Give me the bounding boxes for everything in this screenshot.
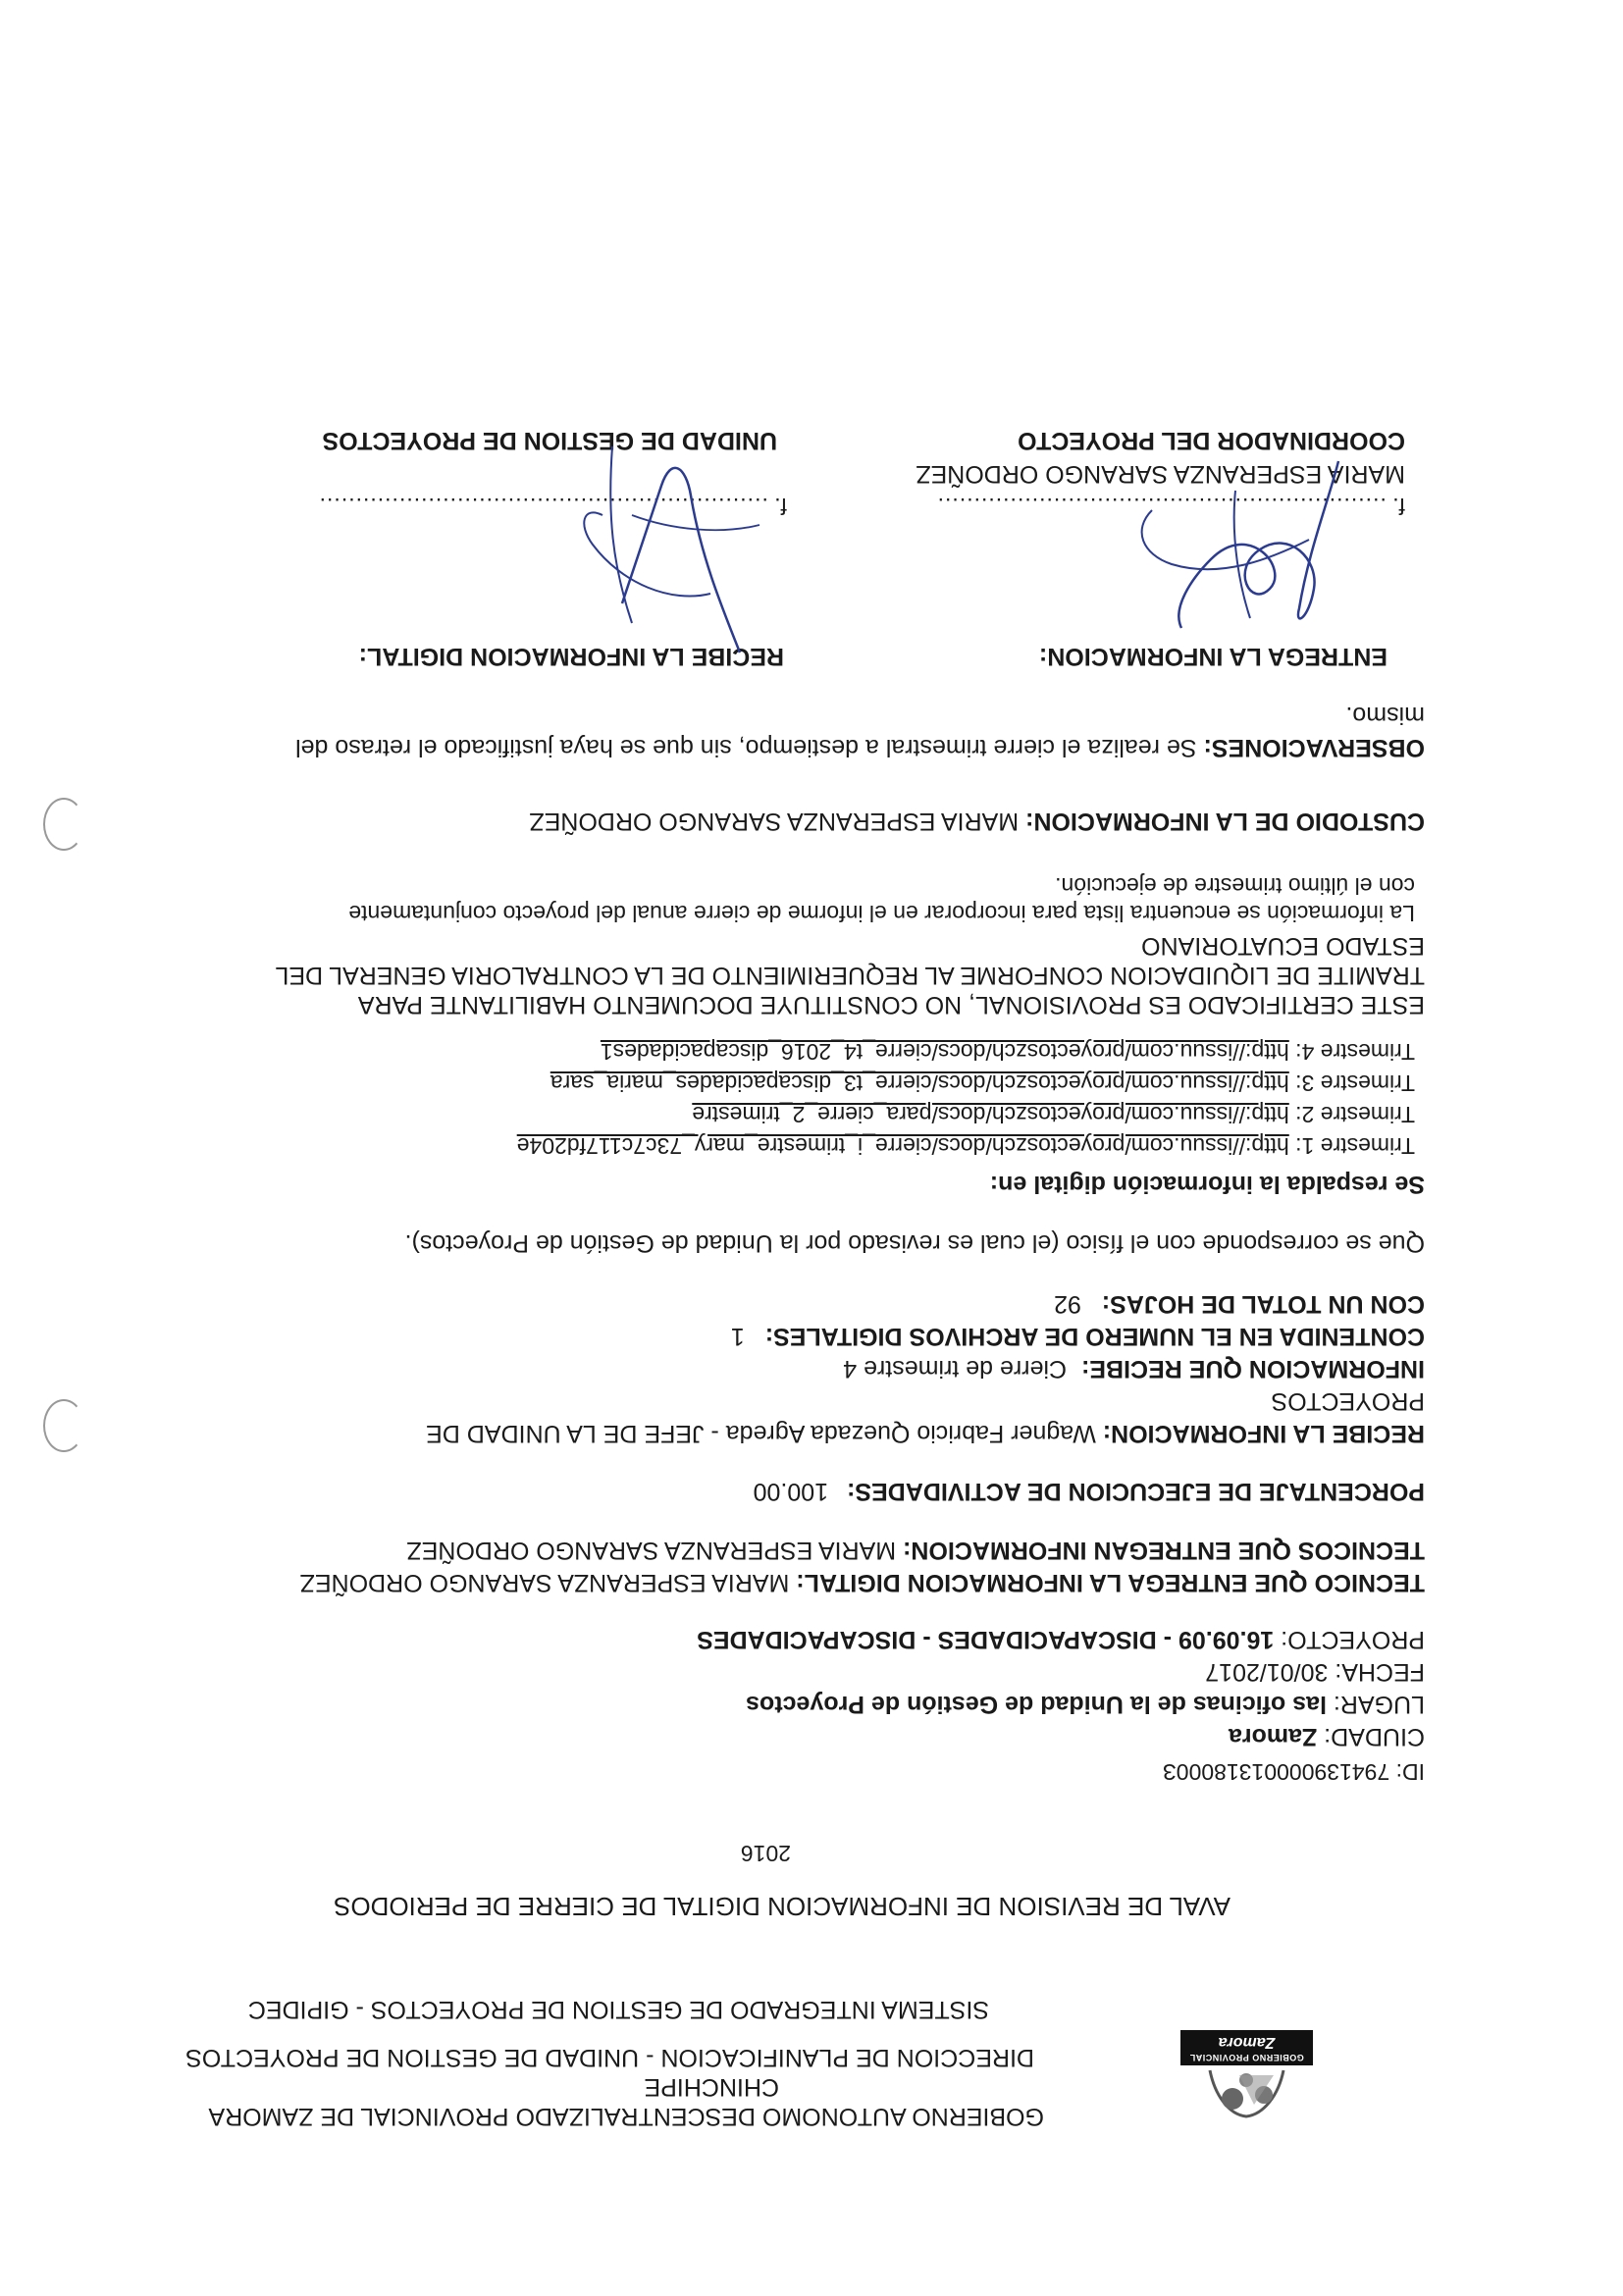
- left-f-label: f.: [1392, 494, 1405, 519]
- id-row: [1163, 1758, 1425, 1786]
- custodio-label: CUSTODIO DE LA INFORMACION:: [1025, 808, 1425, 835]
- contenida-value: 1: [730, 1323, 745, 1350]
- ciudad-label: CIUDAD:: [1324, 1723, 1425, 1750]
- recibe-value-2: PROYECTOS: [1271, 1387, 1425, 1415]
- fecha-row: [1205, 1657, 1425, 1687]
- lugar-label: LUGAR:: [1333, 1691, 1425, 1718]
- entrega-heading: ENTREGA LA INFORMACION:: [1038, 643, 1387, 670]
- logo-band: [1180, 2014, 1313, 2065]
- proyecto-label: PROYECTO:: [1281, 1626, 1425, 1653]
- trimestre-3-row: [550, 1070, 1415, 1097]
- trimestre-3-link[interactable]: http://issuu.com/proyectoszch/docs/cierre_t3_discapacidades_maria_sara: [550, 1070, 1289, 1096]
- proyecto-value: 16.09.09 - DISCAPACIDADES - DISCAPACIDADES: [697, 1626, 1275, 1653]
- institution-name: [63, 2072, 1044, 2131]
- observaciones-line-1: Se realiza el cierre trimestral a destiempo, sin que se haya justificado el retraso del: [295, 734, 1197, 761]
- left-signature-icon: [1113, 451, 1368, 648]
- logo-name: Zamora Chinchipe: [1208, 2014, 1285, 2051]
- ciudad-row: [1229, 1722, 1425, 1751]
- recibe-value-1: Wagner Fabricio Quezada Agreda - JEFE DE LA UNIDAD DE: [426, 1420, 1096, 1447]
- lista-text: [120, 872, 1415, 927]
- porcentaje-value: 100.00: [753, 1478, 829, 1505]
- right-signer-role: UNIDAD DE GESTION DE PROYECTOS: [322, 427, 777, 454]
- punch-hole-bottom: [43, 798, 84, 851]
- custodio-value: MARIA ESPERANZA SARANGO ORDOÑEZ: [529, 808, 1020, 835]
- crest-icon: [1200, 2065, 1293, 2124]
- cert-line-1: ESTE CERTIFICADO ES PROVISIONAL, NO CONSTITUYE DOCUMENTO HABILITANTE PARA: [357, 991, 1425, 1018]
- lista-line-2: con el último trimestre de ejecución.: [1055, 873, 1415, 899]
- cert-line-3: ESTADO ECUATORIANO: [1141, 932, 1425, 960]
- observaciones-line-2: mismo.: [1345, 702, 1425, 729]
- logo-small-text: GOBIERNO PROVINCIAL: [1189, 2053, 1304, 2062]
- left-dotted-line: ..............................................................: [936, 494, 1387, 519]
- id-label: ID:: [1395, 1759, 1425, 1785]
- right-f-label: f.: [774, 494, 787, 519]
- tecnicos-value: MARIA ESPERANZA SARANGO ORDOÑEZ: [406, 1537, 897, 1564]
- document-year: 2016: [740, 1841, 791, 1866]
- ciudad-value: Zamora: [1228, 1723, 1318, 1750]
- left-signer-role: COORDINADOR DEL PROYECTO: [1018, 427, 1405, 454]
- document-title: AVAL DE REVISION DE INFORMACION DIGITAL DE CIERRE DE PERIODOS: [334, 1892, 1230, 1921]
- left-signer-name: MARIA ESPERANZA SARANGO ORDOÑEZ: [916, 460, 1405, 488]
- contenida-label: CONTENIDA EN EL NUMERO DE ARCHIVOS DIGITALES:: [764, 1323, 1425, 1350]
- info-label: INFORMACION QUE RECIBE:: [1081, 1355, 1425, 1383]
- trimestre-2-label: Trimestre 2:: [1295, 1102, 1415, 1127]
- tecnicos-label: TECNICOS QUE ENTREGAN INFORMACION:: [903, 1537, 1425, 1564]
- info-value: Cierre de trimestre 4: [843, 1355, 1068, 1383]
- fecha-label: FECHA:: [1335, 1658, 1425, 1686]
- fecha-value: 30/01/2017: [1205, 1658, 1329, 1686]
- recibe-digital-heading: RECIBE LA INFORMACION DIGITAL:: [358, 643, 784, 670]
- trimestre-1-row: [517, 1132, 1415, 1160]
- observaciones-label: OBSERVACIONES:: [1203, 734, 1425, 761]
- tecnico-value: MARIA ESPERANZA SARANGO ORDOÑEZ: [299, 1569, 790, 1596]
- recibe-label: RECIBE LA INFORMACION:: [1102, 1420, 1425, 1447]
- right-signature-icon: [544, 437, 779, 662]
- corresponde-text: Que se corresponde con el físico (el cual es revisado por la Unidad de Gestión de Proyectos).: [404, 1229, 1425, 1257]
- provincial-logo: [1180, 2014, 1313, 2124]
- punch-hole-top: [43, 1399, 84, 1452]
- tecnico-row: [149, 1568, 1425, 1597]
- cert-line-2: TRAMITE DE LIQUIDACION CONFORME AL REQUERIMIENTO DE LA CONTRALORIA GENERAL DEL: [275, 962, 1425, 989]
- trimestre-3-label: Trimestre 3:: [1295, 1070, 1415, 1096]
- porcentaje-row: [754, 1477, 1425, 1506]
- institution-line-2: CHINCHIPE: [644, 2073, 779, 2101]
- trimestre-4-link[interactable]: http://issuu.com/proyectoszch/docs/cierre_t4_2016_discapacidades1: [600, 1039, 1289, 1065]
- custodio-row: [149, 807, 1425, 836]
- recibe-row: [149, 1419, 1425, 1448]
- right-dotted-line: ..............................................................: [318, 494, 768, 519]
- id-value: 79413900001318000З: [1162, 1759, 1390, 1785]
- trimestre-2-link[interactable]: http://issuu.com/proyectoszch/docs/para_cierre_2_trimestre: [692, 1102, 1289, 1127]
- lugar-row: [746, 1690, 1425, 1719]
- respaldo-heading: Se respalda la información digital en:: [989, 1171, 1425, 1198]
- tecnicos-row: [149, 1536, 1425, 1565]
- certificado-notice: [149, 931, 1425, 1019]
- hojas-row: [1054, 1289, 1425, 1319]
- porcentaje-label: PORCENTAJE DE EJECUCION DE ACTIVIDADES:: [847, 1478, 1425, 1505]
- institution-line-1: GOBIERNO AUTONOMO DESCENTRALIZADO PROVINCIAL DE ZAMORA: [208, 2103, 1044, 2130]
- trimestre-2-row: [692, 1101, 1415, 1128]
- lista-line-1: La información se encuentra lista para incorporar en el informe de cierre anual del proyecto conjuntamente: [348, 901, 1415, 926]
- hojas-value: 92: [1054, 1290, 1081, 1318]
- contenida-row: [731, 1322, 1425, 1351]
- trimestre-4-label: Trimestre 4:: [1295, 1039, 1415, 1065]
- observaciones-row: [149, 733, 1425, 762]
- trimestre-4-row: [601, 1038, 1415, 1066]
- info-row: [843, 1354, 1425, 1383]
- direction-name: DIRECCION DE PLANIFICACION - UNIDAD DE GESTION DE PROYECTOS: [185, 2044, 1034, 2071]
- hojas-label: CON UN TOTAL DE HOJAS:: [1101, 1290, 1425, 1318]
- trimestre-1-link[interactable]: http://issuu.com/proyectoszch/docs/cierre_i_trimestre_mary_73c7c117fd204e: [516, 1133, 1289, 1159]
- lugar-value: las oficinas de la Unidad de Gestión de Proyectos: [746, 1691, 1327, 1718]
- system-name: SISTEMA INTEGRADO DE GESTION DE PROYECTOS - GIPIDEC: [247, 1996, 989, 2023]
- tecnico-label: TECNICO QUE ENTREGA LA INFORMACION DIGITAL:: [796, 1569, 1425, 1596]
- trimestre-1-label: Trimestre 1:: [1295, 1133, 1415, 1159]
- proyecto-row: [697, 1625, 1425, 1654]
